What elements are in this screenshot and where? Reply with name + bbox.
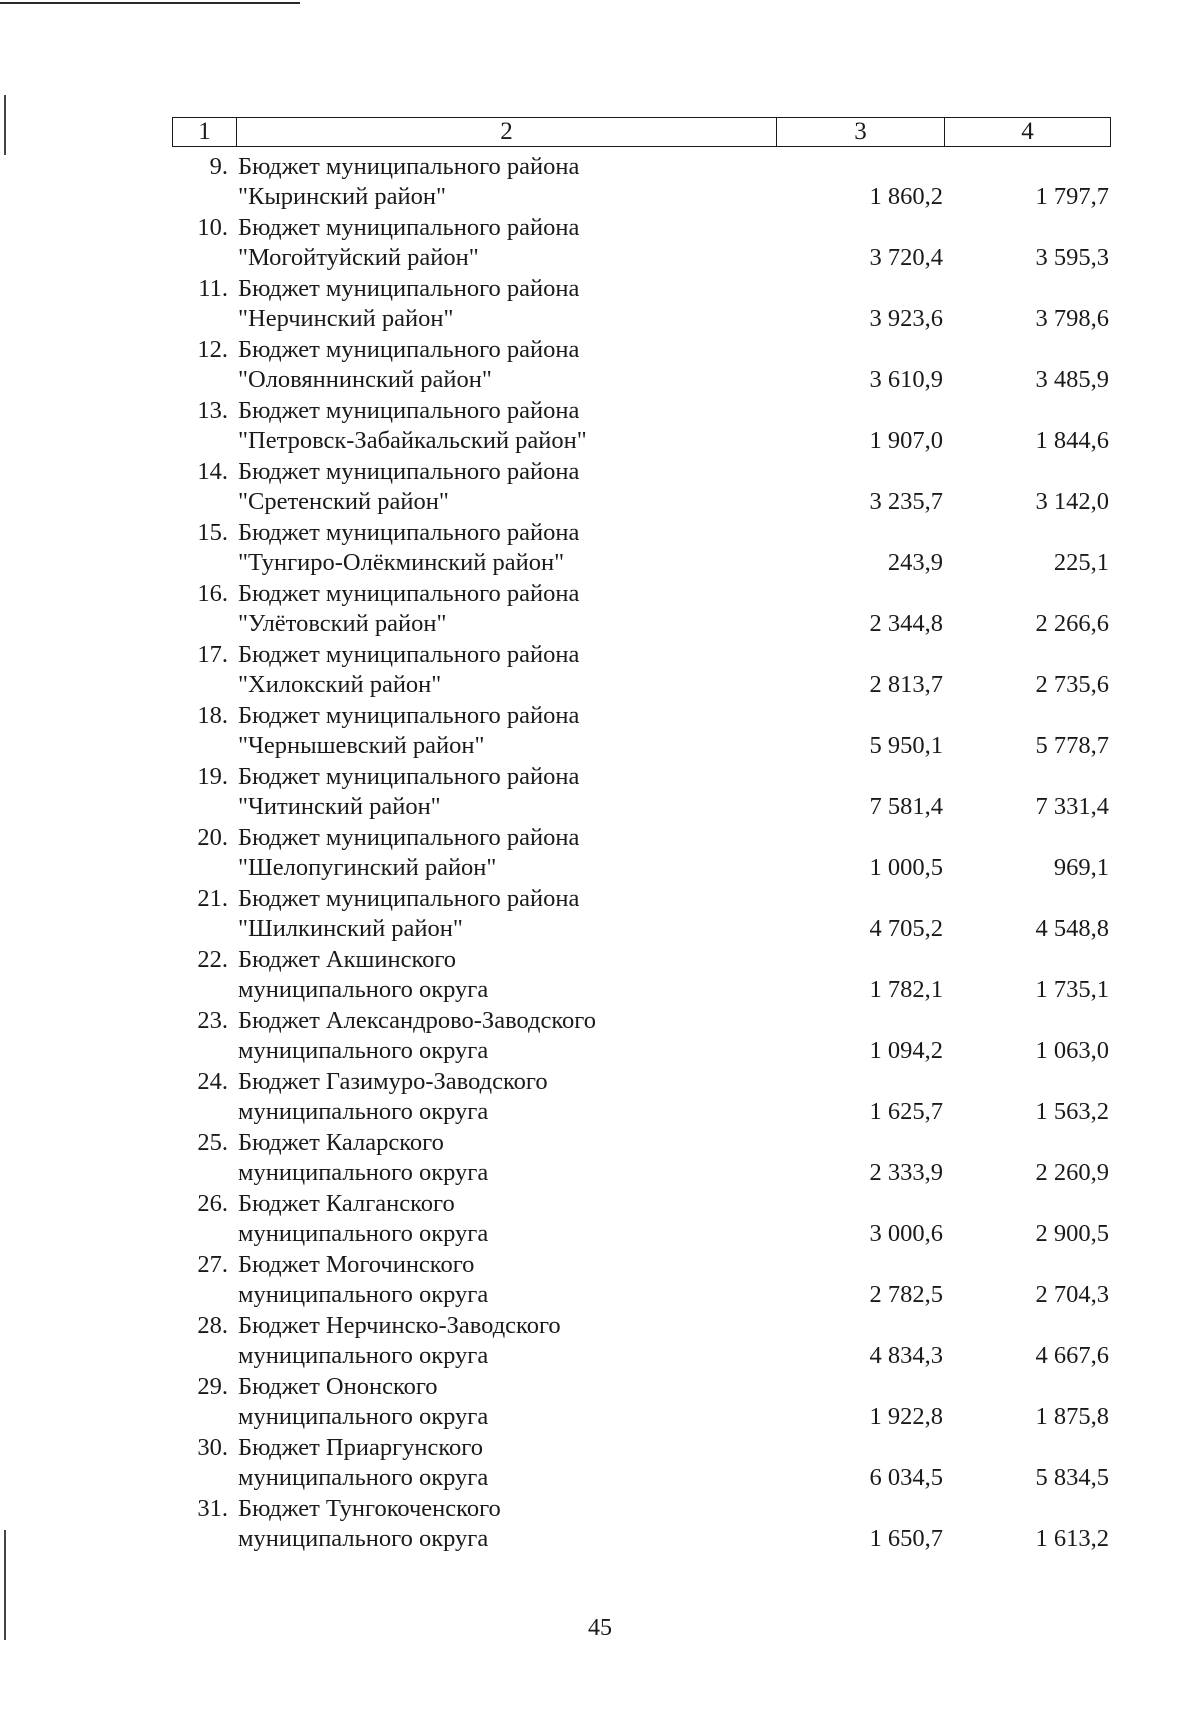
row-number: 10. (197, 214, 228, 241)
row-value-col-3: 1 000,5 (869, 854, 943, 881)
row-label-line-2: муниципального округа (238, 976, 489, 1003)
row-value-col-3: 3 235,7 (869, 488, 943, 515)
row-value-col-4: 1 875,8 (1035, 1403, 1109, 1430)
row-value-col-4: 5 778,7 (1035, 732, 1109, 759)
header-col-2: 2 (237, 118, 777, 146)
row-value-col-4: 3 595,3 (1035, 244, 1109, 271)
row-label-line-1: Бюджет муниципального района (238, 763, 580, 790)
row-value-col-4: 225,1 (1053, 549, 1109, 576)
row-value-col-3: 3 720,4 (869, 244, 943, 271)
row-label-line-2: "Кыринский район" (238, 183, 446, 210)
row-label-line-2: "Хилокский район" (238, 671, 442, 698)
row-value-col-4: 1 613,2 (1035, 1525, 1109, 1552)
row-value-col-3: 1 782,1 (869, 976, 943, 1003)
row-value-col-3: 3 610,9 (869, 366, 943, 393)
row-number: 28. (197, 1312, 228, 1339)
row-label-line-2: "Улётовский район" (238, 610, 447, 637)
row-label-line-2: муниципального округа (238, 1220, 489, 1247)
table-row (172, 272, 1111, 333)
row-label-line-2: муниципального округа (238, 1403, 489, 1430)
row-value-col-4: 1 797,7 (1035, 183, 1109, 210)
row-label-line-1: Бюджет Тунгокоченского (238, 1495, 501, 1522)
row-value-col-3: 1 907,0 (869, 427, 943, 454)
row-label-line-2: муниципального округа (238, 1037, 489, 1064)
row-label-line-1: Бюджет муниципального района (238, 885, 580, 912)
table-row (172, 1492, 1111, 1553)
row-number: 15. (197, 519, 228, 546)
row-label-line-2: "Петровск-Забайкальский район" (238, 427, 587, 454)
row-label-line-1: Бюджет муниципального района (238, 519, 580, 546)
row-number: 18. (197, 702, 228, 729)
row-number: 11. (198, 275, 228, 302)
table-row (172, 760, 1111, 821)
row-label-line-2: "Шилкинский район" (238, 915, 463, 942)
header-col-1: 1 (173, 118, 237, 146)
table-row (172, 516, 1111, 577)
left-margin-mark (4, 95, 6, 155)
row-value-col-3: 5 950,1 (869, 732, 943, 759)
table-row (172, 1431, 1111, 1492)
table-row (172, 699, 1111, 760)
table-row (172, 1126, 1111, 1187)
row-number: 30. (197, 1434, 228, 1461)
row-label-line-1: Бюджет муниципального района (238, 336, 580, 363)
row-label-line-2: муниципального округа (238, 1159, 489, 1186)
row-label-line-1: Бюджет муниципального района (238, 214, 580, 241)
row-value-col-4: 2 735,6 (1035, 671, 1109, 698)
table-row (172, 1065, 1111, 1126)
row-label-line-2: "Могойтуйский район" (238, 244, 479, 271)
row-label-line-2: муниципального округа (238, 1098, 489, 1125)
row-value-col-4: 4 548,8 (1035, 915, 1109, 942)
row-number: 31. (197, 1495, 228, 1522)
row-label-line-1: Бюджет муниципального района (238, 275, 580, 302)
row-label-line-1: Бюджет муниципального района (238, 397, 580, 424)
table-row (172, 1309, 1111, 1370)
table-row (172, 638, 1111, 699)
row-label-line-2: муниципального округа (238, 1342, 489, 1369)
row-value-col-3: 3 000,6 (869, 1220, 943, 1247)
row-value-col-3: 2 344,8 (869, 610, 943, 637)
row-value-col-4: 3 485,9 (1035, 366, 1109, 393)
row-value-col-4: 3 798,6 (1035, 305, 1109, 332)
row-label-line-1: Бюджет муниципального района (238, 824, 580, 851)
row-label-line-1: Бюджет Газимуро-Заводского (238, 1068, 548, 1095)
row-value-col-4: 2 260,9 (1035, 1159, 1109, 1186)
row-value-col-4: 1 563,2 (1035, 1098, 1109, 1125)
row-label-line-1: Бюджет муниципального района (238, 702, 580, 729)
row-value-col-3: 7 581,4 (869, 793, 943, 820)
table-row (172, 1248, 1111, 1309)
row-value-col-4: 2 704,3 (1035, 1281, 1109, 1308)
row-value-col-4: 5 834,5 (1035, 1464, 1109, 1491)
page-number: 45 (588, 1615, 612, 1641)
table-row (172, 821, 1111, 882)
row-label-line-2: муниципального округа (238, 1525, 489, 1552)
row-number: 29. (197, 1373, 228, 1400)
row-value-col-3: 1 650,7 (869, 1525, 943, 1552)
row-number: 20. (197, 824, 228, 851)
table-row (172, 394, 1111, 455)
header-col-4: 4 (1021, 118, 1034, 145)
table-row (172, 577, 1111, 638)
table-row (172, 211, 1111, 272)
table-row (172, 1187, 1111, 1248)
row-value-col-3: 1 094,2 (869, 1037, 943, 1064)
row-value-col-3: 2 333,9 (869, 1159, 943, 1186)
table-body (172, 150, 1111, 1553)
table-row (172, 943, 1111, 1004)
row-value-col-4: 2 900,5 (1035, 1220, 1109, 1247)
row-number: 17. (197, 641, 228, 668)
table-row (172, 1004, 1111, 1065)
table-row (172, 1370, 1111, 1431)
row-value-col-3: 1 860,2 (869, 183, 943, 210)
row-label-line-2: "Тунгиро-Олёкминский район" (238, 549, 565, 576)
row-value-col-4: 1 844,6 (1035, 427, 1109, 454)
row-value-col-4: 3 142,0 (1035, 488, 1109, 515)
table-row (172, 150, 1111, 211)
row-label-line-2: муниципального округа (238, 1464, 489, 1491)
row-number: 21. (197, 885, 228, 912)
row-number: 9. (209, 153, 228, 180)
row-number: 13. (197, 397, 228, 424)
row-value-col-3: 4 705,2 (869, 915, 943, 942)
row-label-line-2: "Оловяннинский район" (238, 366, 492, 393)
row-value-col-4: 7 331,4 (1035, 793, 1109, 820)
row-label-line-2: "Чернышевский район" (238, 732, 485, 759)
row-value-col-4: 969,1 (1053, 854, 1109, 881)
row-label-line-2: "Читинский район" (238, 793, 441, 820)
row-number: 12. (197, 336, 228, 363)
row-number: 27. (197, 1251, 228, 1278)
row-value-col-3: 6 034,5 (869, 1464, 943, 1491)
row-label-line-2: "Сретенский район" (238, 488, 449, 515)
row-label-line-2: "Нерчинский район" (238, 305, 454, 332)
table-header (172, 117, 1111, 147)
row-number: 16. (197, 580, 228, 607)
table-row (172, 455, 1111, 516)
row-value-col-3: 4 834,3 (869, 1342, 943, 1369)
row-label-line-2: муниципального округа (238, 1281, 489, 1308)
header-col-3: 3 (777, 118, 945, 146)
row-value-col-4: 2 266,6 (1035, 610, 1109, 637)
row-label-line-1: Бюджет Александрово-Заводского (238, 1007, 596, 1034)
row-number: 24. (197, 1068, 228, 1095)
row-label-line-1: Бюджет муниципального района (238, 641, 580, 668)
row-value-col-3: 1 922,8 (869, 1403, 943, 1430)
row-label-line-1: Бюджет Калганского (238, 1190, 455, 1217)
row-number: 26. (197, 1190, 228, 1217)
row-number: 22. (197, 946, 228, 973)
row-label-line-2: "Шелопугинский район" (238, 854, 497, 881)
row-label-line-1: Бюджет муниципального района (238, 580, 580, 607)
row-label-line-1: Бюджет муниципального района (238, 458, 580, 485)
row-value-col-3: 2 782,5 (869, 1281, 943, 1308)
row-label-line-1: Бюджет Акшинского (238, 946, 457, 973)
row-value-col-3: 2 813,7 (869, 671, 943, 698)
row-value-col-4: 1 063,0 (1035, 1037, 1109, 1064)
row-number: 19. (197, 763, 228, 790)
row-value-col-3: 243,9 (887, 549, 943, 576)
row-number: 25. (197, 1129, 228, 1156)
row-value-col-3: 3 923,6 (869, 305, 943, 332)
row-value-col-3: 1 625,7 (869, 1098, 943, 1125)
row-label-line-1: Бюджет Ононского (238, 1373, 438, 1400)
row-number: 23. (197, 1007, 228, 1034)
table-row (172, 882, 1111, 943)
row-label-line-1: Бюджет Каларского (238, 1129, 444, 1156)
row-label-line-1: Бюджет Приаргунского (238, 1434, 483, 1461)
row-label-line-1: Бюджет Нерчинско-Заводского (238, 1312, 561, 1339)
row-label-line-1: Бюджет Могочинского (238, 1251, 475, 1278)
row-value-col-4: 4 667,6 (1035, 1342, 1109, 1369)
table-row (172, 333, 1111, 394)
row-label-line-1: Бюджет муниципального района (238, 153, 580, 180)
top-rule (0, 2, 300, 4)
row-value-col-4: 1 735,1 (1035, 976, 1109, 1003)
row-number: 14. (197, 458, 228, 485)
